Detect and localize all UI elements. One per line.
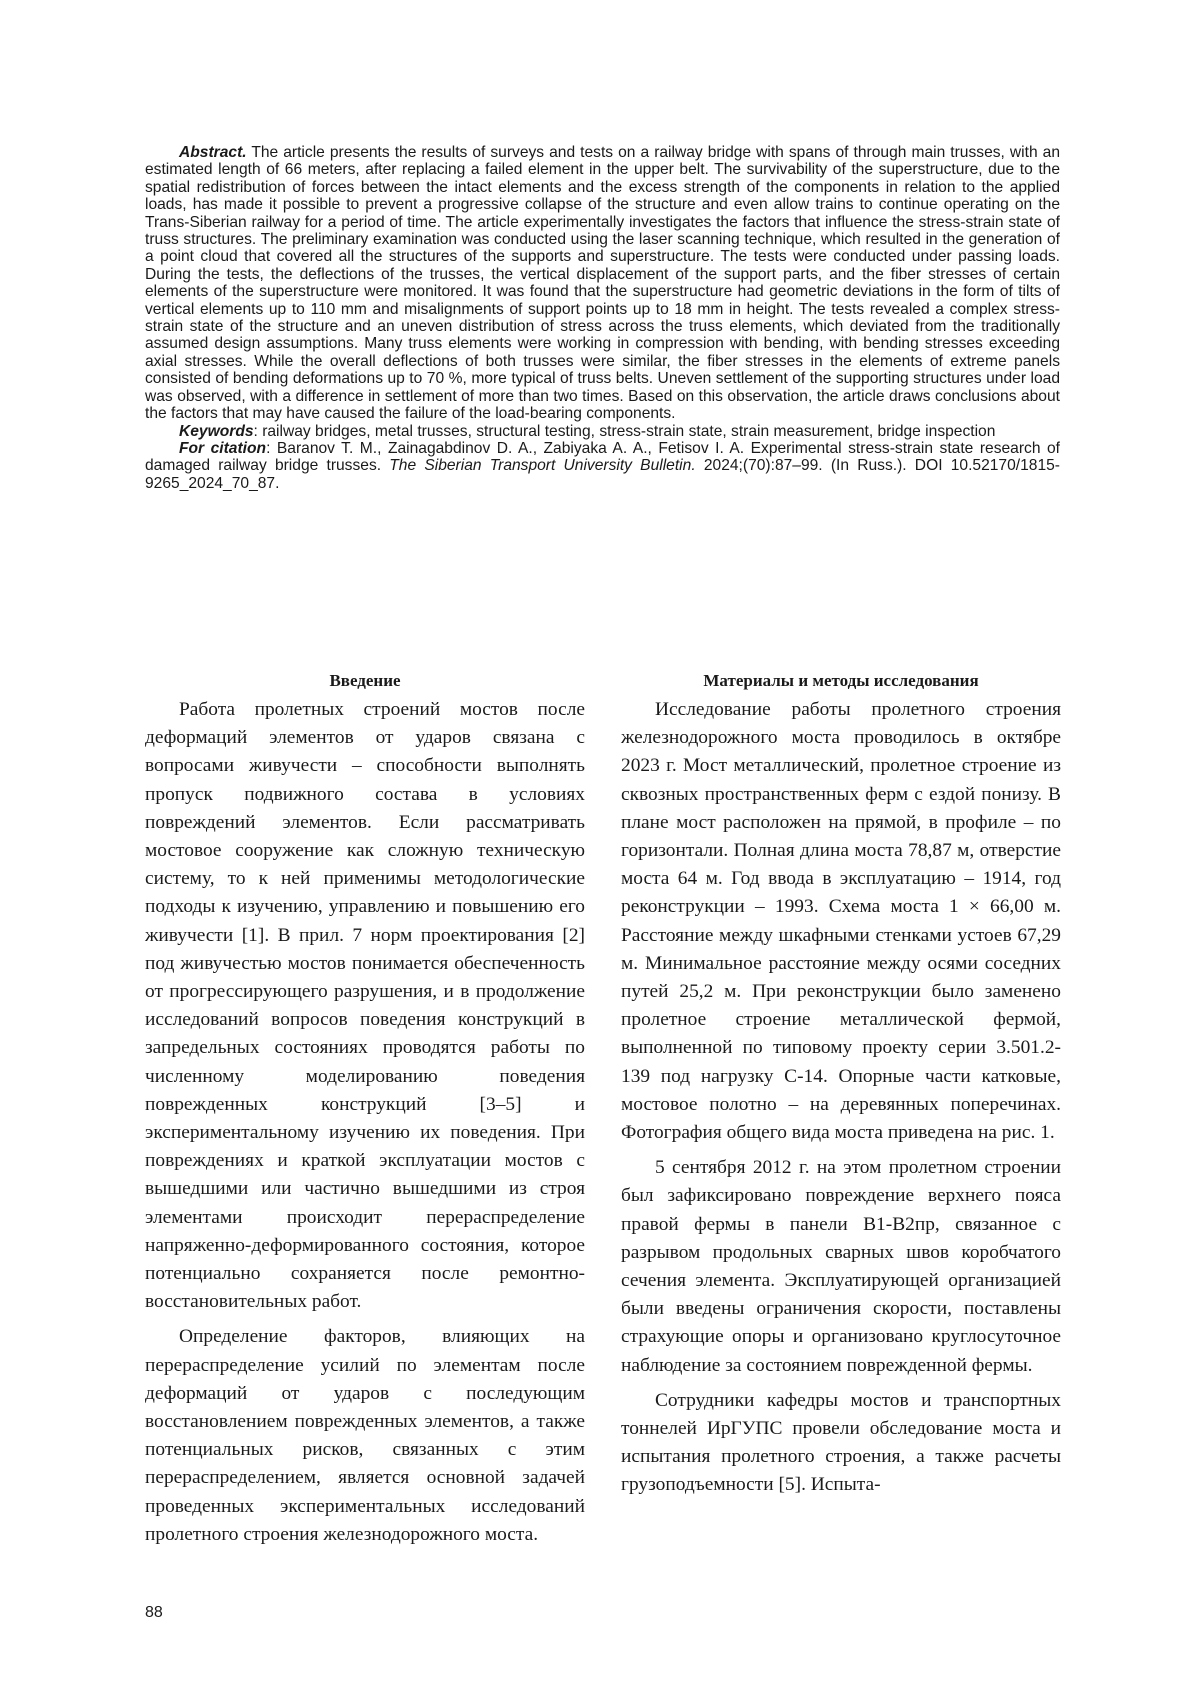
citation-paragraph <box>145 440 1060 492</box>
page-number: 88 <box>145 1604 163 1621</box>
left-column <box>145 670 585 1556</box>
abstract-paragraph <box>145 144 1060 423</box>
abstract-lead: Abstract. <box>179 144 247 161</box>
keywords-text: : railway bridges, metal trusses, structural testing, stress-strain state, strain measurement, bridge inspection <box>253 422 996 440</box>
body-paragraph: 5 сентября 2012 г. на этом пролетном строении был зафиксировано повреждение верхнего пояса правой фермы в панели В1-В2пр, связанное с разрывом продольных сварных швов коробчатого сечения элемента. Эксплуатирующей организацией были введены ограничения скорости, поставлены страхующие опоры и организовано круглосуточное наблюдение за состоянием поврежденной фермы. <box>621 1157 1061 1376</box>
citation-text-before: : Baranov T. M., Zainagabdinov D. A., Zabiyaka A. A., Fetisov I. A. Experimental stress-strain state research of damaged railway bridge trusses. <box>145 439 1060 475</box>
body-paragraph: Сотрудники кафедры мостов и транспортных тоннелей ИрГУПС провели обследование моста и испытания пролетного строения, а также расчеты грузоподъемности [5]. Испыта- <box>621 1389 1061 1496</box>
section-heading-introduction: Введение <box>329 671 401 690</box>
right-column <box>621 670 1061 1507</box>
abstract-text: The article presents the results of surveys and tests on a railway bridge with spans of through main trusses, with an estimated length of 66 meters, after replacing a failed element in the upper belt. The survivability of the superstructure, due to the spatial redistribution of forces between the intact elements and the excess strength of the components in relation to the applied loads, has made it possible to prevent a progressive collapse of the structure and even allow trains to continue operating on the Trans-Siberian railway for a period of time. The article experimentally investigates the factors that influence the stress-strain state of truss structures. The preliminary examination was conducted using the laser scanning technique, which resulted in the generation of a point cloud that covered all the structures of the supports and superstructure. The tests were conducted under passing loads. During the tests, the deflections of the trusses, the vertical displacement of the support parts, and the fiber stresses of certain elements of the superstructure were monitored. It was found that the superstructure had geometric deviations in the form of tilts of vertical elements up to 110 mm and misalignments of support points up to 18 mm in height. The tests revealed a complex stress-strain state of the structure and an uneven distribution of stress across the truss elements, which deviated from the traditionally assumed design assumptions. Many truss elements were working in compression with bending, with bending stresses exceeding axial stresses. While the overall deflections of both trusses were similar, the fiber stresses in the elements of extreme panels consisted of bending deformations up to 70 %, more typical of truss belts. Uneven settlement of the supporting structures under load was observed, with a difference in settlement of more than two times. Based on this observation, the article draws conclusions about the factors that may have caused the failure of the load-bearing components. <box>145 144 1060 423</box>
body-paragraph: Исследование работы пролетного строения железнодорожного моста проводилось в октябре 2023 г. Мост металлический, пролетное строение из сквозных пространственных ферм с ездой понизу. В плане мост расположен на прямой, в профиле – по горизонтали. Полная длина моста 78,87 м, отверстие моста 64 м. Год ввода в эксплуатацию – 1914, год реконструкции – 1993. Схема моста 1 × 66,00 м. Расстояние между шкафными стенками устоев 67,29 м. Минимальное расстояние между осями соседних путей 25,2 м. При реконструкции было заменено пролетное строение металлической фермой, выполненной по типовому проекту серии 3.501.2-139 под нагрузку С-14. Опорные части катковые, мостовое полотно – на деревянных поперечинах. Фотография общего вида моста приведена на рис. 1. <box>621 699 1061 1144</box>
body-paragraph: Определение факторов, влияющих на перераспределение усилий по элементам после деформаций от ударов с последующим восстановлением поврежденных элементов, а также потенциальных рисков, связанных с этим перераспределением, является основной задачей проведенных экспериментальных исследований пролетного строения железнодорожного моста. <box>145 1326 585 1545</box>
section-heading-materials-methods: Материалы и методы исследования <box>703 671 979 690</box>
keywords-paragraph <box>145 423 1060 440</box>
keywords-lead: Keywords <box>179 422 254 440</box>
citation-lead: For citation <box>179 439 267 457</box>
body-paragraph: Работа пролетных строений мостов после деформаций элементов от ударов связана с вопросами живучести – способности выполнять пропуск подвижного состава в условиях повреждений элементов. Если рассматривать мостовое сооружение как сложную техническую систему, то к ней применимы методологические подходы к изучению, управлению и повышению его живучести [1]. В прил. 7 норм проектирования [2] под живучестью мостов понимается обеспеченность от прогрессирующего разрушения, и в продолжение исследований вопросов поведения конструкций в запредельных состояниях проводятся работы по численному моделированию поведения поврежденных конструкций [3–5] и экспериментальному изучению их поведения. При повреждениях и краткой эксплуатации мостов с вышедшими или частично вышедшими из строя элементами происходит перераспределение напряженно-деформированного состояния, которое потенциально сохраняется после ремонтно-восстановительных работ. <box>145 699 585 1313</box>
citation-text-after: 2024;(70):87–99. (In Russ.). DOI 10.52170/1815-9265_2024_70_87. <box>145 457 1060 492</box>
abstract-block <box>145 144 1060 492</box>
citation-journal: The Siberian Transport University Bulletin. <box>389 457 696 475</box>
